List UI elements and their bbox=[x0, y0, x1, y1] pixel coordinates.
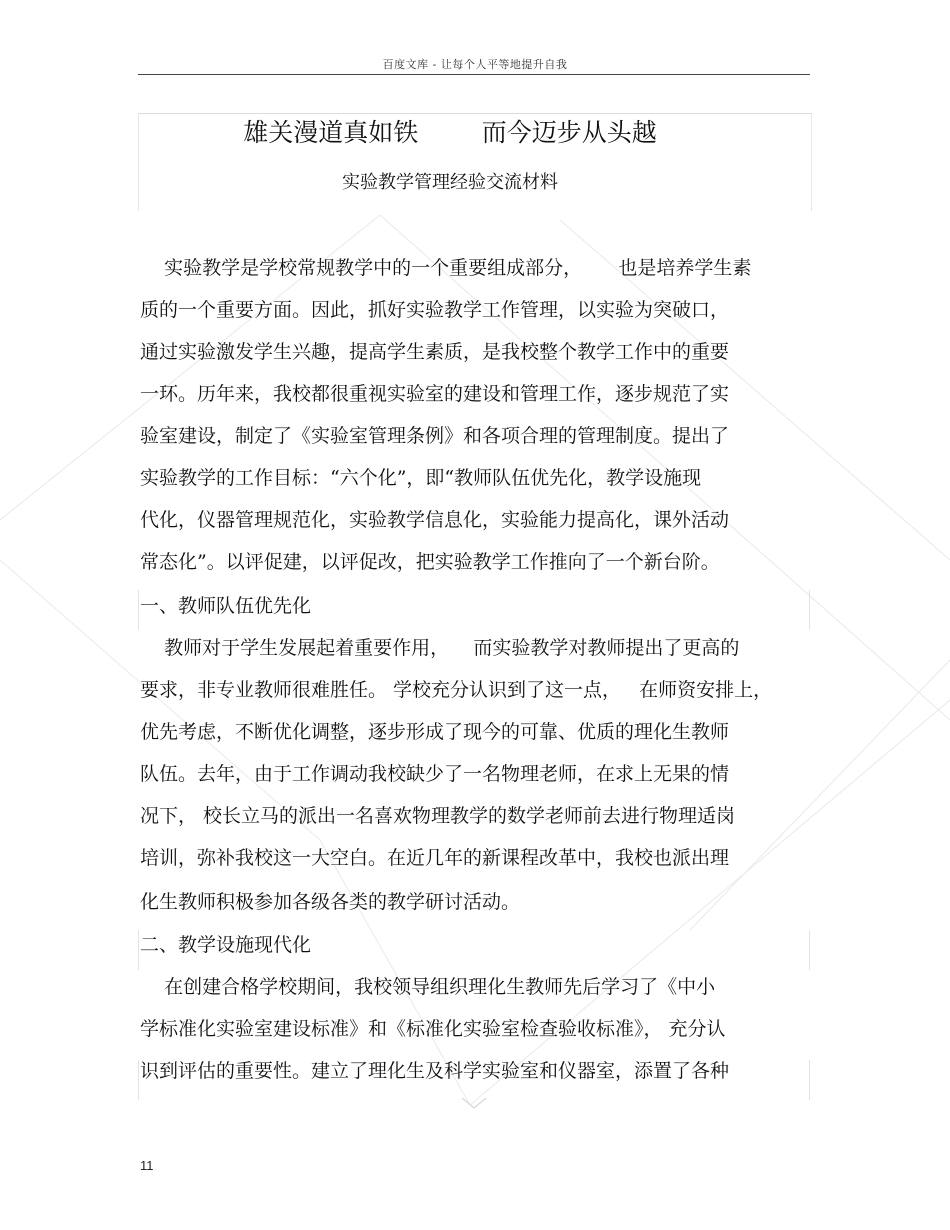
margin-mark bbox=[138, 1060, 139, 1100]
body-line: 培训，弥补我校这一大空白。在近几年的新课程改革中，我校也派出理 bbox=[140, 847, 730, 869]
margin-mark bbox=[809, 1060, 810, 1100]
body-line: 一环。历年来，我校都很重视实验室的建设和管理工作，逐步规范了实 bbox=[140, 383, 730, 405]
body-line: 常态化”。以评促建，以评促改，把实验教学工作推向了一个新台阶。 bbox=[140, 551, 720, 573]
body-line: 验室建设，制定了《实验室管理条例》和各项合理的管理制度。提出了 bbox=[140, 425, 730, 447]
page-number: 11 bbox=[140, 1158, 154, 1173]
body-line: 在创建合格学校期间，我校领导组织理化生教师先后学习了《中小 bbox=[140, 976, 716, 998]
header-divider bbox=[138, 74, 810, 75]
margin-mark bbox=[138, 590, 139, 630]
margin-mark bbox=[138, 930, 139, 970]
body-line: 化生教师积极参加各级各类的教学研讨活动。 bbox=[140, 891, 521, 913]
body-line: 质的一个重要方面。因此，抓好实验教学工作管理，以实验为突破口， bbox=[140, 299, 730, 321]
body-line: 代化，仪器管理规范化，实验教学信息化，实验能力提高化，课外活动 bbox=[140, 509, 730, 531]
section-heading: 二、教学设施现代化 bbox=[140, 934, 312, 956]
document-title: 雄关漫道真如铁 而今迈步从头越 bbox=[243, 118, 657, 147]
document-subtitle: 实验教学管理经验交流材料 bbox=[342, 172, 558, 193]
body-line: 况下， 校长立马的派出一名喜欢物理教学的数学老师前去进行物理适岗 bbox=[140, 805, 736, 827]
body-line: 教师对于学生发展起着重要作用， 而实验教学对教师提出了更高的 bbox=[140, 637, 740, 659]
margin-mark bbox=[809, 930, 810, 970]
margin-mark bbox=[809, 590, 810, 630]
body-line: 学标准化实验室建设标准》和《标准化实验室检查验收标准》， 充分认 bbox=[140, 1018, 726, 1040]
page-header: 百度文库 - 让每个人平等地提升自我 bbox=[382, 58, 568, 71]
body-line: 通过实验激发学生兴趣，提高学生素质，是我校整个教学工作中的重要 bbox=[140, 341, 730, 363]
body-line: 要求，非专业教师很难胜任。 学校充分认识到了这一点， 在师资安排上， bbox=[140, 679, 773, 701]
section-heading: 一、教师队伍优先化 bbox=[140, 595, 312, 617]
body-line: 识到评估的重要性。建立了理化生及科学实验室和仪器室，添置了各种 bbox=[140, 1060, 730, 1082]
body-line: 队伍。去年，由于工作调动我校缺少了一名物理老师，在求上无果的情 bbox=[140, 763, 730, 785]
body-line: 实验教学的工作目标：“六个化”，即“教师队伍优先化，教学设施现 bbox=[140, 467, 702, 489]
body-line: 实验教学是学校常规教学中的一个重要组成部分， 也是培养学生素 bbox=[140, 257, 752, 279]
body-line: 优先考虑，不断优化调整，逐步形成了现今的可靠、优质的理化生教师 bbox=[140, 721, 730, 743]
